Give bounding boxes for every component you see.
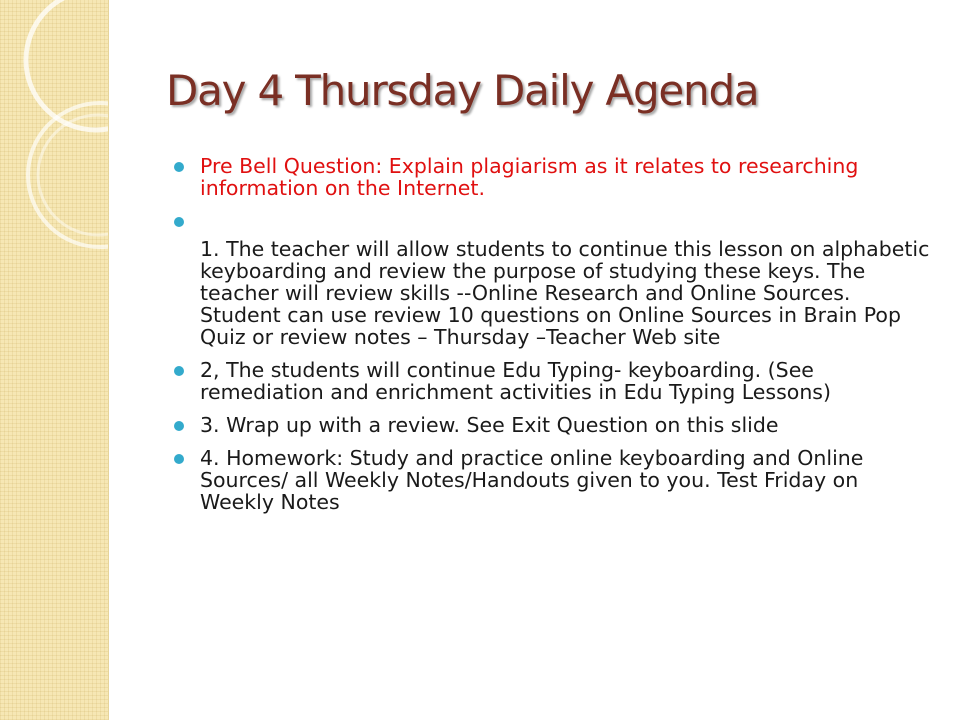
decorative-side-strip	[0, 0, 109, 720]
pre-bell-question: Pre Bell Question: Explain plagiarism as it relates to researching information on the Internet.	[200, 154, 859, 200]
bullet-icon	[174, 421, 184, 431]
list-item-step-4	[172, 447, 932, 513]
step-4-text: 4. Homework: Study and practice online keyboarding and Online Sources/ all Weekly Notes/Handouts given to you. Test Friday on Weekly Notes	[200, 446, 864, 514]
list-item-step-2	[172, 359, 932, 403]
list-item-step-3	[172, 414, 932, 436]
list-item-step-1	[172, 238, 932, 348]
slide-title: Day 4 Thursday Daily Agenda	[166, 66, 759, 115]
step-2-text: 2, The students will continue Edu Typing- keyboarding. (See remediation and enrichment activities in Edu Typing Lessons)	[200, 358, 831, 404]
list-item-empty	[172, 210, 932, 232]
bullet-icon	[174, 162, 184, 172]
bullet-icon	[174, 454, 184, 464]
decorative-rings-icon	[0, 0, 108, 720]
step-1-text: 1. The teacher will allow students to continue this lesson on alphabetic keyboarding and review the purpose of studying these keys. The teacher will review skills --Online Research and Online Sources. Student can use review 10 questions on Online Sources in Brain Pop Quiz or review notes – Thursday –Teacher Web site	[200, 237, 930, 349]
bullet-icon	[174, 366, 184, 376]
bullet-icon	[174, 217, 184, 227]
agenda-list	[172, 155, 932, 524]
list-item-pre-bell	[172, 155, 932, 199]
step-3-text: 3. Wrap up with a review. See Exit Question on this slide	[200, 413, 779, 437]
